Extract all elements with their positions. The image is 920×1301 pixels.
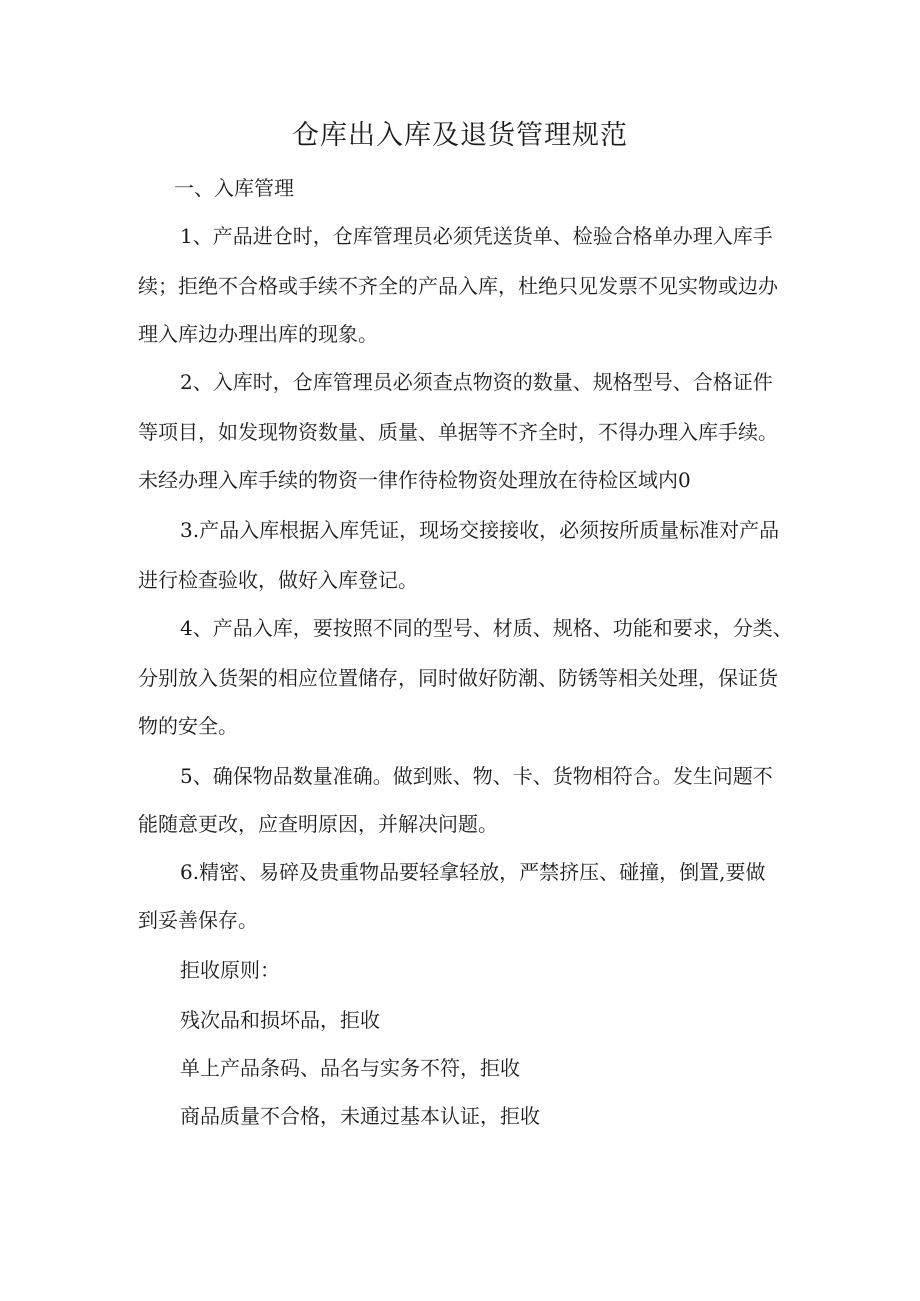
paragraph-line: 6.精密、易碎及贵重物品要轻拿轻放，严禁挤压、碰撞，倒置,要做 [180,860,766,884]
rejection-rule: 残次品和损坏品，拒收 [180,1008,380,1032]
paragraph-line: 等项目，如发现物资数量、质量、单据等不齐全时，不得办理入库手续。 [138,420,778,444]
paragraph-line: 理入库边办理出库的现象。 [138,322,378,346]
paragraph-line: 1、产品进仓时，仓库管理员必须凭送货单、检验合格单办理入库手 [180,224,773,248]
paragraph-line: 物的安全。 [138,714,238,738]
rejection-principles-heading: 拒收原则： [180,958,280,982]
rejection-rule: 单上产品条码、品名与实务不符，拒收 [180,1056,520,1080]
paragraph-line: 进行检查验收，做好入库登记。 [138,568,418,592]
paragraph-line: 续；拒绝不合格或手续不齐全的产品入库，杜绝只见发票不见实物或边办 [138,274,778,298]
rejection-rule: 商品质量不合格，未通过基本认证，拒收 [180,1104,540,1128]
paragraph-line: 分别放入货架的相应位置储存，同时做好防潮、防锈等相关处理，保证货 [138,666,778,690]
paragraph-line: 能随意更改，应查明原因，并解决问题。 [138,812,498,836]
paragraph-line: 4、产品入库，要按照不同的型号、材质、规格、功能和要求，分类、 [180,616,793,640]
paragraph-line: 到妥善保存。 [138,908,258,932]
section-heading-inbound: 一、入库管理 [174,176,294,200]
document-title: 仓库出入库及退货管理规范 [292,120,628,151]
paragraph-line: 5、确保物品数量准确。做到账、物、卡、货物相符合。发生问题不 [180,764,773,788]
paragraph-line: 2、入库时，仓库管理员必须查点物资的数量、规格型号、合格证件 [180,370,773,394]
paragraph-line: 3.产品入库根据入库凭证，现场交接接收，必须按所质量标准对产品 [180,518,780,542]
paragraph-line: 未经办理入库手续的物资一律作待检物资处理放在待检区域内0 [138,468,691,492]
